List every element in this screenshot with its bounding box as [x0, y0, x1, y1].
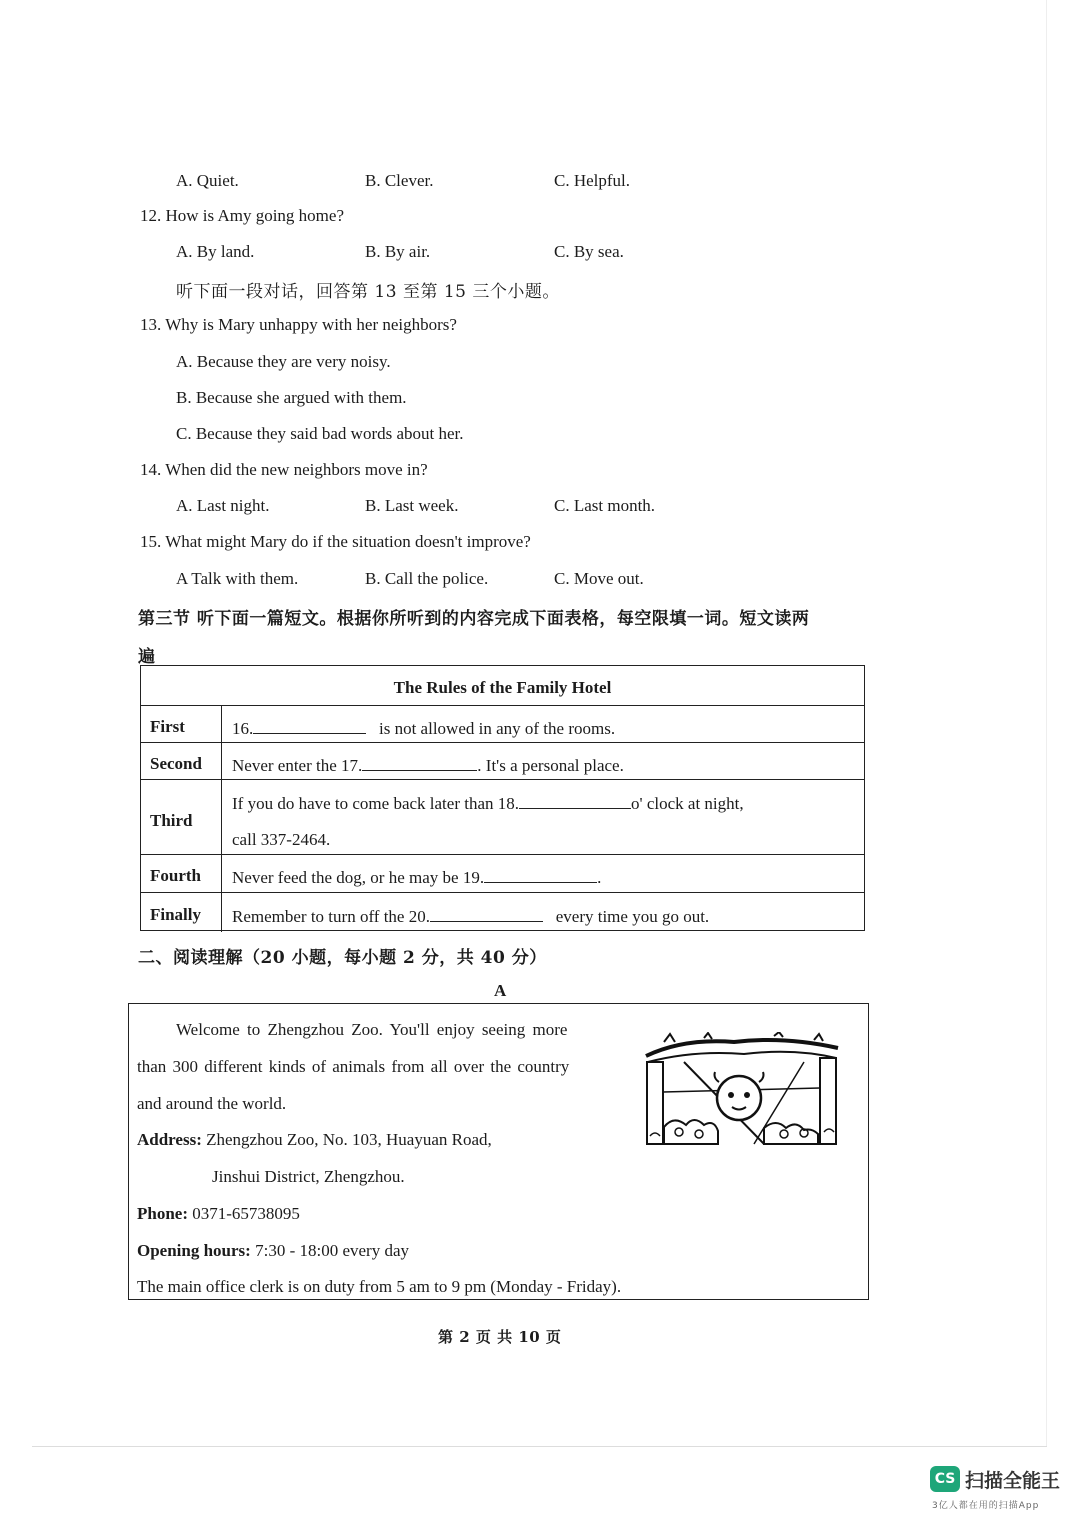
rules-title-row — [141, 666, 864, 705]
instruction-13-15: 听下面一段对话，回答第 13 至第 15 三个小题。 — [176, 282, 560, 302]
q14-stem: 14. When did the new neighbors move in? — [140, 460, 428, 479]
scan-bottom-edge — [32, 1446, 1047, 1447]
zoo-intro-line3: and around the world. — [137, 1094, 287, 1113]
page-number: 第 2 页 共 10 页 — [438, 1328, 562, 1346]
zoo-office-hours: The main office clerk is on duty from 5 am to 9 pm (Monday - Friday). — [137, 1277, 622, 1296]
answer-blank-18[interactable] — [519, 792, 631, 809]
address-line1: Zhengzhou Zoo, No. 103, Huayuan Road, — [206, 1130, 492, 1149]
section3-heading-cont: 遍 — [138, 647, 156, 667]
rules-row-fourth — [141, 854, 864, 893]
rules-row-third — [141, 779, 864, 855]
q12-stem: 12. How is Amy going home? — [140, 206, 344, 225]
zoo-hours — [137, 1241, 409, 1261]
q11-option-c: C. Helpful. — [554, 171, 631, 190]
rule-text-post: every time you go out. — [555, 907, 710, 926]
rules-row-first — [141, 705, 864, 743]
q15-option-a: A Talk with them. — [176, 569, 299, 588]
rule-text-pre: 16. — [232, 719, 254, 738]
zoo-gate-illustration — [644, 1032, 840, 1149]
rules-title: The Rules of the Family Hotel — [393, 678, 612, 697]
phone-number: 0371-65738095 — [192, 1204, 300, 1223]
q13-option-c: C. Because they said bad words about her. — [176, 424, 464, 443]
q13-option-b: B. Because she argued with them. — [176, 388, 407, 407]
q15-option-b: B. Call the police. — [365, 569, 489, 588]
rules-content-line2: call 337-2464. — [232, 830, 331, 849]
section3-heading: 第三节 听下面一篇短文。根据你所听到的内容完成下面表格，每空限填一词。短文读两 — [138, 609, 810, 629]
q12-option-b: B. By air. — [365, 242, 431, 261]
rules-content — [232, 792, 744, 814]
q14-option-a: A. Last night. — [176, 496, 270, 515]
rules-content — [232, 905, 709, 927]
rule-text-pre: Never feed the dog, or he may be 19. — [232, 868, 485, 887]
zoo-info-box — [128, 1003, 869, 1300]
scanner-tagline: 3亿人都在用的扫描App — [932, 1501, 1040, 1511]
rule-text-post: . It's a personal place. — [477, 756, 624, 775]
rules-label: First — [150, 717, 185, 736]
hours-label: Opening hours: — [137, 1241, 251, 1260]
q14-option-c: C. Last month. — [554, 496, 656, 515]
rules-row-second — [141, 742, 864, 780]
rules-label: Second — [150, 754, 202, 773]
rule-text-pre: If you do have to come back later than 18. — [232, 794, 520, 813]
rules-label: Fourth — [150, 866, 201, 885]
zoo-intro-line2: than 300 different kinds of animals from all over the country — [137, 1057, 570, 1076]
rule-text-post: o' clock at night, — [631, 794, 744, 813]
q15-stem: 15. What might Mary do if the situation doesn't improve? — [140, 532, 531, 551]
phone-label: Phone: — [137, 1204, 188, 1223]
q14-option-b: B. Last week. — [365, 496, 459, 515]
q13-option-a: A. Because they are very noisy. — [176, 352, 391, 371]
q11-option-a: A. Quiet. — [176, 171, 239, 190]
rule-text-pre: Never enter the 17. — [232, 756, 363, 775]
rules-content — [232, 754, 624, 776]
camscanner-logo-icon: CS — [930, 1466, 960, 1492]
rules-table — [140, 665, 865, 931]
zoo-intro-line1: Welcome to Zhengzhou Zoo. You'll enjoy seeing more — [176, 1020, 568, 1039]
rule-text-post: is not allowed in any of the rooms. — [379, 719, 616, 738]
address-line2: Jinshui District, Zhengzhou. — [212, 1167, 405, 1186]
rules-row-finally — [141, 892, 864, 931]
rules-content — [232, 866, 601, 888]
rule-text-post: . — [597, 868, 602, 887]
address-label: Address: — [137, 1130, 202, 1149]
q13-stem: 13. Why is Mary unhappy with her neighbors? — [140, 315, 457, 334]
hours-value: 7:30 - 18:00 every day — [255, 1241, 409, 1260]
passage-label: A — [494, 981, 507, 1000]
scan-right-edge — [1046, 0, 1047, 1446]
answer-blank-19[interactable] — [484, 866, 597, 883]
rules-label: Finally — [150, 905, 202, 924]
scanner-app-name: 扫描全能王 — [965, 1470, 1061, 1492]
q12-option-a: A. By land. — [176, 242, 255, 261]
answer-blank-17[interactable] — [362, 754, 477, 771]
answer-blank-20[interactable] — [430, 905, 543, 922]
q12-option-c: C. By sea. — [554, 242, 624, 261]
q11-option-b: B. Clever. — [365, 171, 434, 190]
zoo-phone — [137, 1204, 300, 1224]
zoo-address — [137, 1130, 492, 1150]
q15-option-c: C. Move out. — [554, 569, 644, 588]
rules-label: Third — [150, 811, 193, 830]
rules-content — [232, 717, 615, 739]
part2-heading: 二、阅读理解（20 小题，每小题 2 分，共 40 分） — [138, 948, 547, 968]
answer-blank-16[interactable] — [253, 717, 366, 734]
rule-text-pre: Remember to turn off the 20. — [232, 907, 430, 926]
